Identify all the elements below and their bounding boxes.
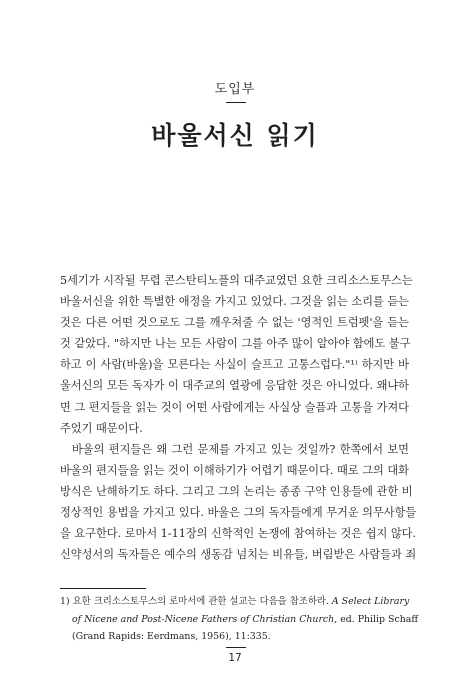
footnote-line-2: [60, 611, 418, 629]
footnote-editor: , ed. Philip Schaff: [334, 613, 418, 625]
body-line-5: 하고 이 사람(바울)을 모른다는 사실이 슬프고 고통스럽다."¹⁾ 하지만 바: [60, 358, 409, 372]
body-line-9: 바울의 편지들은 왜 그런 문제를 가지고 있는 것일까? 한쪽에서 보면: [72, 442, 409, 456]
body-line-4: 것 같았다. "하지만 나는 모든 사람이 그를 아주 많이 알아야 함에도 불구: [60, 337, 411, 351]
footnote: [60, 593, 418, 646]
body-line-7: 면 그 편지들을 읽는 것이 어떤 사람에게는 사실상 슬픔과 고통을 가져다: [60, 400, 409, 414]
footnote-title-part-2: of Nicene and Post-Nicene Fathers of Christian Church: [72, 613, 335, 625]
page-number: 17: [228, 652, 242, 664]
body-text: [60, 270, 417, 565]
page-number-divider: [226, 647, 246, 648]
chapter-label: 도입부: [214, 82, 256, 97]
body-line-1: 5세기가 시작될 무렵 콘스탄티노플의 대주교였던 요한 크리소스토무스는: [60, 274, 413, 287]
chapter-title: 바울서신 읽기: [151, 121, 319, 150]
body-line-8: 주었기 때문이다.: [60, 421, 143, 435]
body-line-11: 방식은 난해하기도 하다. 그리고 그의 논리는 종종 구약 인용들에 관한 비: [60, 484, 413, 498]
footnote-line-3: (Grand Rapids: Eerdmans, 1956), 11:335.: [72, 631, 271, 642]
header-divider: [226, 102, 246, 103]
body-line-6: 울서신의 모든 독자가 이 대주교의 열광에 응답한 것은 아니었다. 왜냐하: [60, 379, 409, 393]
footnote-title-part-1: A Select Library: [331, 596, 410, 607]
footnote-divider: [60, 588, 146, 589]
footnote-prefix: 1) 요한 크리소스토무스의 로마서에 관한 설교는 다음을 참조하라.: [60, 596, 332, 607]
body-line-13: 을 요구한다. 로마서 1-11장의 신학적인 논쟁에 참여하는 것은 쉽지 않다.: [60, 527, 417, 541]
body-line-12: 정상적인 용법을 가지고 있다. 바울은 그의 독자들에게 무거운 의무사항들: [60, 506, 417, 520]
footnote-line-1: [60, 593, 409, 611]
body-line-3: 것은 다른 어떤 것으로도 그를 깨우쳐줄 수 없는 '영적인 트럼펫'을 듣는: [60, 316, 409, 330]
body-line-2: 바울서신을 위한 특별한 애정을 가지고 있었다. 그것을 읽는 소리를 듣는: [60, 295, 409, 309]
body-line-10: 바울의 편지들을 읽는 것이 이해하기가 어렵기 때문이다. 때로 그의 대화: [60, 463, 409, 477]
body-line-14: 신약성서의 독자들은 예수의 생동감 넘치는 비유들, 버림받은 사람들과 죄: [60, 548, 417, 562]
